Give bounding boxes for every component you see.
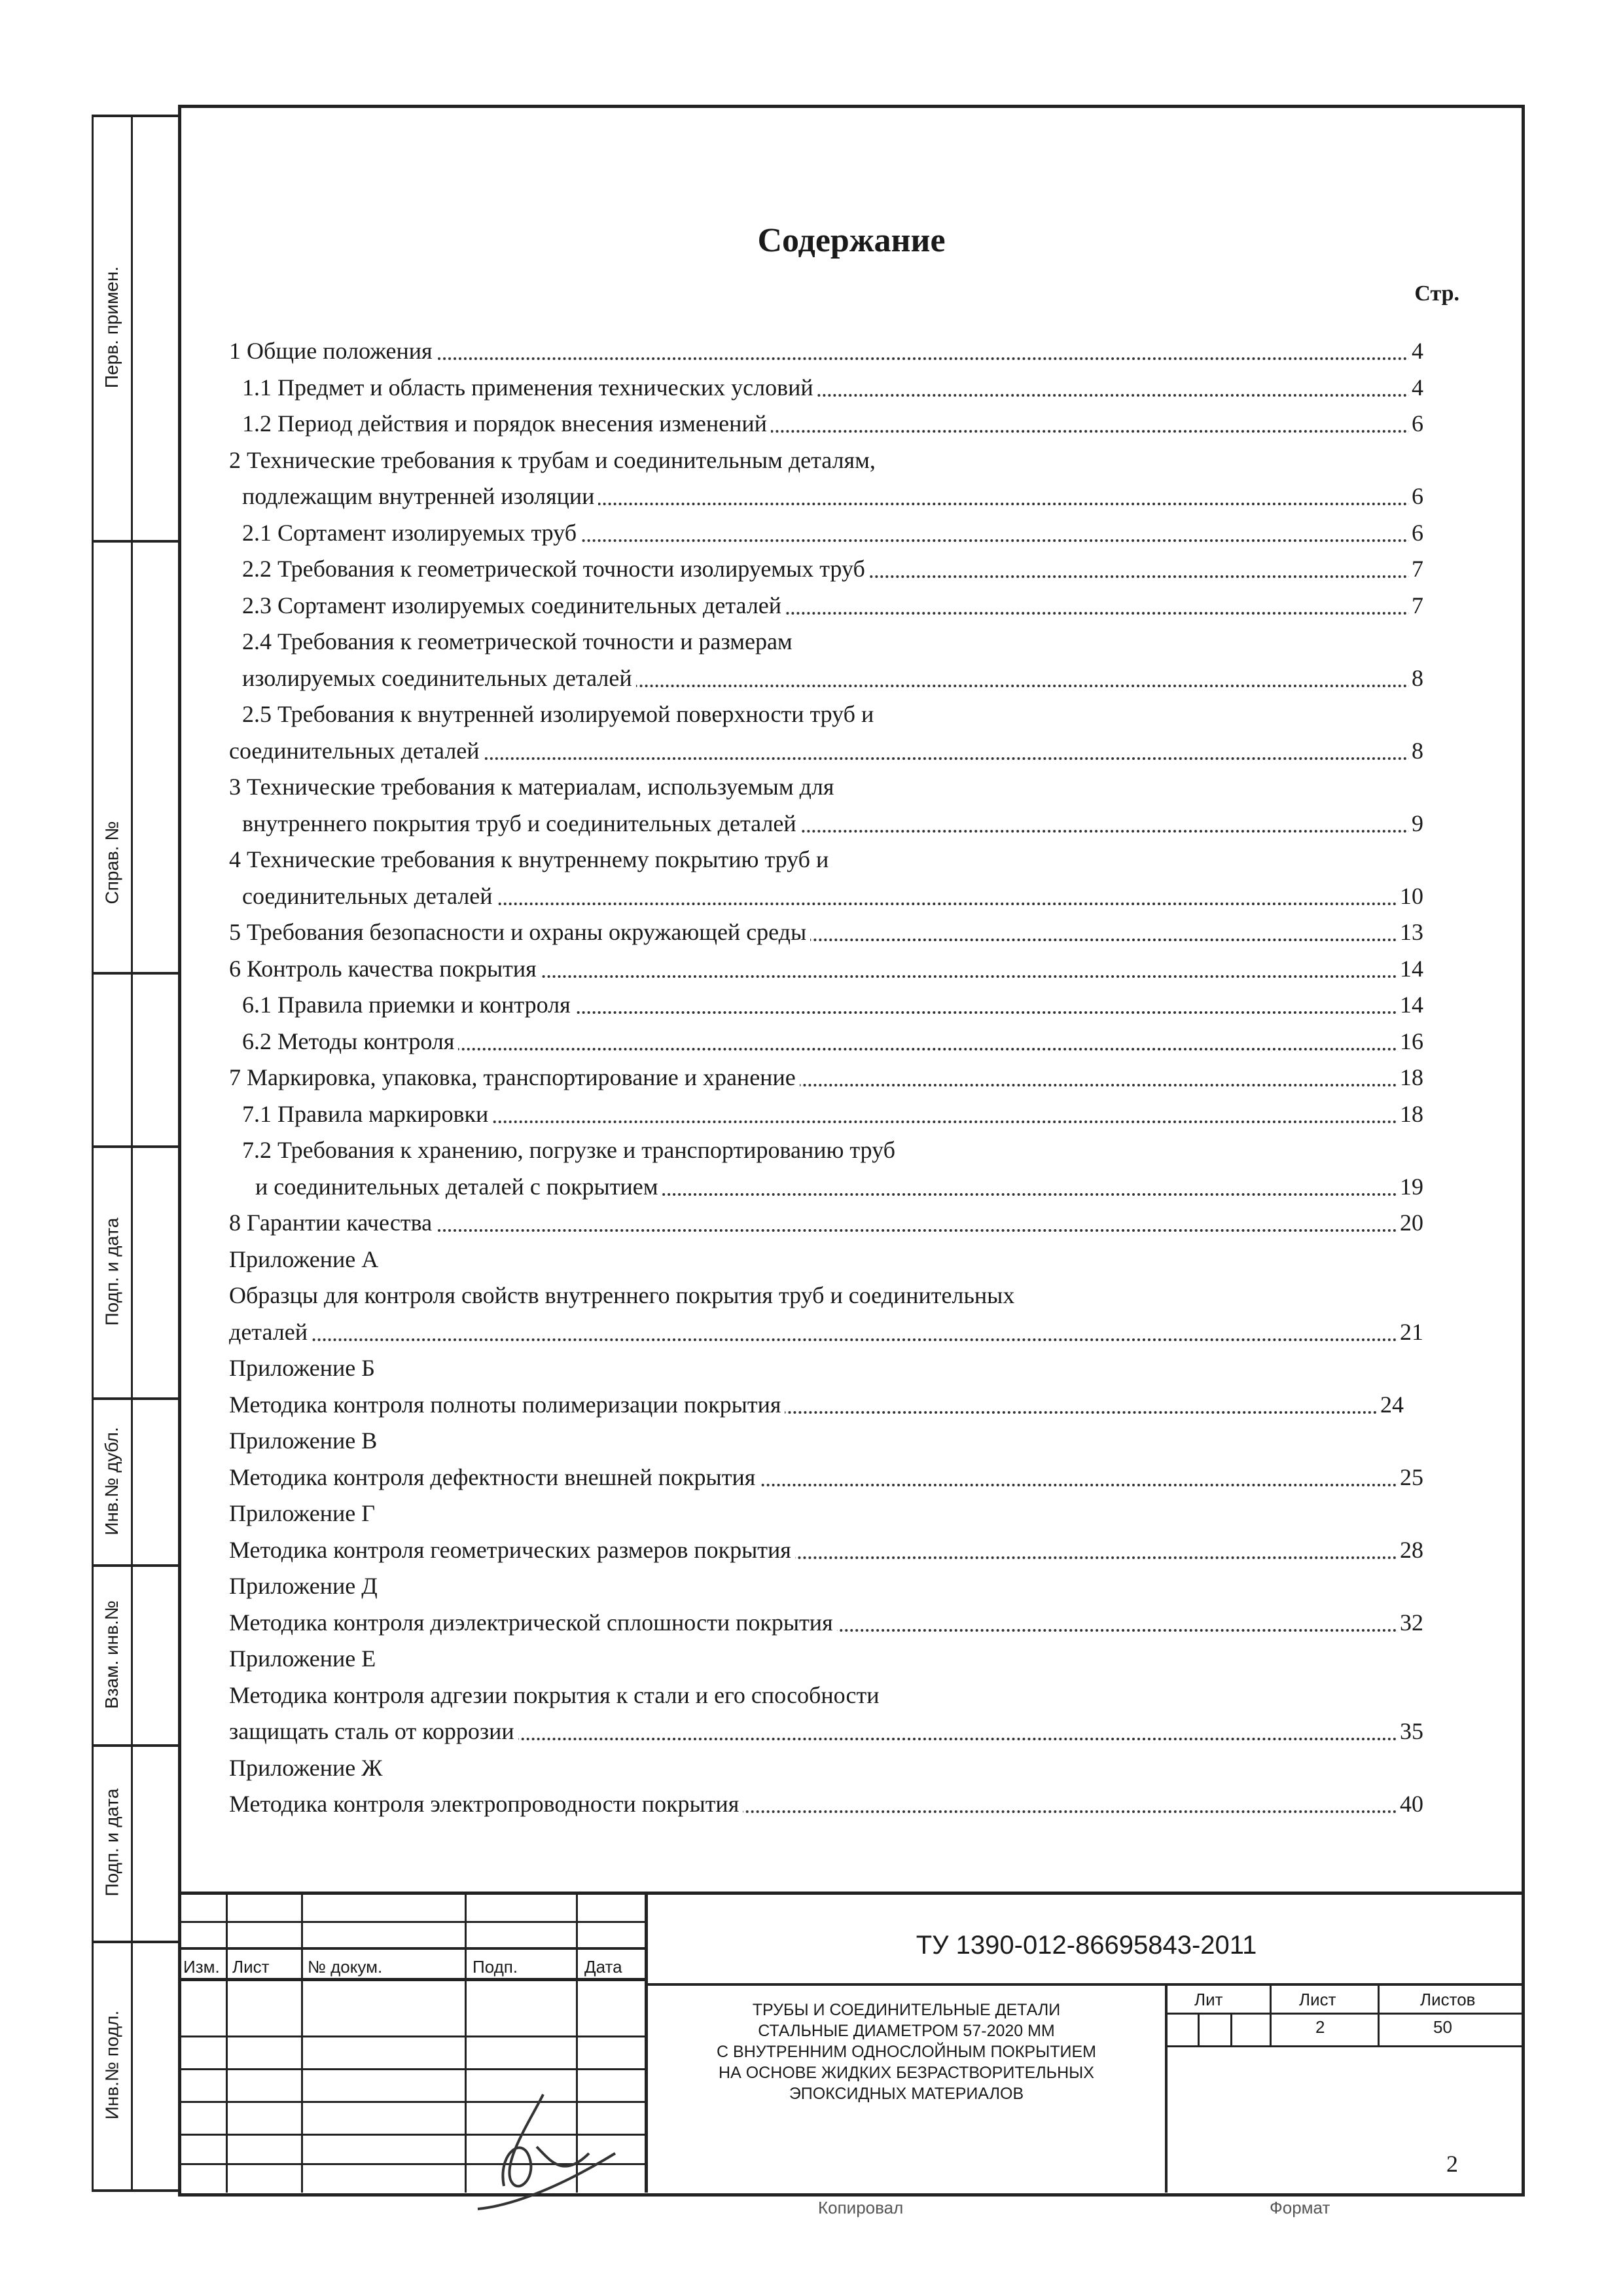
toc-entry — [229, 734, 1423, 768]
stamp-col-line — [1378, 1983, 1380, 2045]
stamp-sheets-label: Листов — [1420, 1990, 1476, 2009]
stamp-col-line — [1270, 1983, 1272, 2045]
page-number: 2 — [1446, 2151, 1458, 2177]
toc-entry-text: 7.2 Требования к хранению, погрузке и транспортированию труб — [242, 1137, 895, 1163]
stamp-row-line — [180, 2036, 645, 2037]
stamp-sheet-label: Лист — [1299, 1990, 1336, 2009]
toc-entry — [242, 1097, 1423, 1131]
document-name-line: ТРУБЫ И СОЕДИНИТЕЛЬНЫЕ ДЕТАЛИ — [752, 2001, 1061, 2019]
document-name-line: СТАЛЬНЫЕ ДИАМЕТРОМ 57-2020 ММ — [758, 2022, 1055, 2040]
stamp-col-list: Лист — [232, 1957, 270, 1977]
page-title: Содержание — [757, 222, 946, 259]
toc-entry — [242, 406, 1423, 440]
signature — [458, 2081, 628, 2212]
toc-entry — [242, 370, 1423, 404]
toc-entry-page: 18 — [1397, 1097, 1423, 1131]
side-label: Подп. и дата — [101, 1788, 122, 1897]
toc-entry-text: 6.1 Правила приемки и контроля — [242, 988, 575, 1022]
document-name — [648, 2000, 1165, 2104]
toc-entry-page: 14 — [1397, 952, 1423, 986]
document-code: ТУ 1390-012-86695843-2011 — [916, 1931, 1257, 1960]
side-label: Инв.№ подл. — [101, 2010, 122, 2120]
toc-entry-text: 6 Контроль качества покрытия — [229, 952, 541, 986]
strip-divider — [92, 2189, 180, 2192]
toc-entry-page: 10 — [1397, 879, 1423, 913]
toc-entry — [229, 1714, 1423, 1748]
toc-entry-page: 4 — [1409, 370, 1423, 404]
toc-entry-text: 2.5 Требования к внутренней изолируемой поверхности труб и — [242, 701, 874, 727]
toc-entry-text: Приложение А — [229, 1246, 379, 1272]
toc-entry — [229, 1315, 1423, 1349]
stamp-col-line — [1198, 2013, 1200, 2045]
stamp-row-line — [1165, 2013, 1522, 2015]
side-label: Подп. и дата — [101, 1217, 122, 1325]
stamp-sheets-value: 50 — [1433, 2017, 1452, 2037]
format-label: Формат — [1270, 2198, 1330, 2217]
toc-entry-page: 35 — [1397, 1714, 1423, 1748]
toc-entry-text: 1 Общие положения — [229, 334, 437, 368]
strip-divider — [92, 972, 180, 975]
toc-entry-page: 40 — [1397, 1787, 1423, 1821]
toc-entry-text: и соединительных деталей с покрытием — [255, 1170, 662, 1204]
toc-entry-text: подлежащим внутренней изоляции — [242, 479, 598, 513]
toc-entry-text: Приложение Ж — [229, 1755, 383, 1781]
toc-entry — [242, 516, 1423, 550]
toc-entry — [229, 1206, 1423, 1240]
toc-entry-page: 6 — [1409, 406, 1423, 440]
toc-entry-page: 7 — [1409, 552, 1423, 586]
toc-entry — [242, 661, 1423, 695]
stamp-row-line — [1165, 2045, 1522, 2047]
toc-entry-text: 5 Требования безопасности и охраны окружающей среды — [229, 915, 810, 949]
toc-entry — [242, 806, 1423, 840]
toc-entry-page: 6 — [1409, 479, 1423, 513]
side-label: Взам. инв.№ — [101, 1600, 122, 1709]
toc-entry-text: Методика контроля дефектности внешней покрытия — [229, 1460, 759, 1494]
toc-entry-page: 25 — [1397, 1460, 1423, 1494]
side-label: Справ. № — [101, 821, 122, 904]
toc-entry — [242, 988, 1423, 1022]
toc-entry-text: Приложение Д — [229, 1573, 378, 1599]
toc-entry-text: соединительных деталей — [242, 879, 497, 913]
stamp-col-data: Дата — [584, 1957, 622, 1977]
page-column-label: Стр. — [1414, 281, 1459, 306]
toc-entry-text: Методика контроля электропроводности покрытия — [229, 1787, 743, 1821]
document-name-line: НА ОСНОВЕ ЖИДКИХ БЕЗРАСТВОРИТЕЛЬНЫХ — [719, 2064, 1094, 2082]
toc-entry-page: 6 — [1409, 516, 1423, 550]
toc-entry — [255, 1170, 1423, 1204]
toc-entry-page: 16 — [1397, 1024, 1423, 1058]
toc-entry-text: Методика контроля полноты полимеризации покрытия — [229, 1388, 785, 1422]
toc-entry — [242, 588, 1423, 622]
toc-entry-text: соединительных деталей — [229, 734, 484, 768]
toc-entry-page: 9 — [1409, 806, 1423, 840]
toc-entry — [229, 1787, 1423, 1821]
toc-entry-text: Образцы для контроля свойств внутреннего покрытия труб и соединительных — [229, 1282, 1015, 1308]
toc-entry — [242, 479, 1423, 513]
toc-entry-text: внутреннего покрытия труб и соединительных деталей — [242, 806, 800, 840]
toc-entry-page: 18 — [1397, 1060, 1423, 1094]
toc-entry — [242, 552, 1423, 586]
toc-entry-page: 32 — [1397, 1605, 1423, 1640]
stamp-col-line — [1230, 2013, 1232, 2045]
toc-entry — [229, 1460, 1423, 1494]
toc-entry-page: 24 — [1378, 1388, 1404, 1422]
document-name-line: ЭПОКСИДНЫХ МАТЕРИАЛОВ — [789, 2085, 1024, 2103]
stamp-col-line — [301, 1892, 303, 2193]
toc-entry-page: 19 — [1397, 1170, 1423, 1204]
toc-entry-page: 8 — [1409, 734, 1423, 768]
stamp-row-line — [180, 1921, 645, 1923]
toc-entry-text: деталей — [229, 1315, 312, 1349]
stamp-col-docnum: № докум. — [308, 1957, 383, 1977]
stamp-divider — [1165, 1983, 1168, 2193]
stamp-row-line — [180, 1978, 645, 1981]
toc-entry-page: 13 — [1397, 915, 1423, 949]
toc-entry-text: 4 Технические требования к внутреннему покрытию труб и — [229, 846, 829, 872]
toc-entry-text: Методика контроля адгезии покрытия к стали и его способности — [229, 1682, 880, 1708]
stamp-top-line — [180, 1892, 1522, 1895]
toc-entry — [229, 1533, 1423, 1567]
toc-entry — [242, 1024, 1423, 1058]
toc-entry-text: изолируемых соединительных деталей — [242, 661, 636, 695]
toc-entry-text: 7 Маркировка, упаковка, транспортирование и хранение — [229, 1060, 800, 1094]
toc-entry-text: Методика контроля геометрических размеров покрытия — [229, 1533, 795, 1567]
toc-entry-text: 1.2 Период действия и порядок внесения изменений — [242, 406, 771, 440]
toc-entry — [229, 1060, 1423, 1094]
toc-entry-text: 2 Технические требования к трубам и соединительным деталям, — [229, 447, 876, 473]
toc-entry-text: Методика контроля диэлектрической сплошности покрытия — [229, 1605, 837, 1640]
toc-entry-text: 6.2 Методы контроля — [242, 1024, 458, 1058]
side-label: Инв.№ дубл. — [101, 1426, 122, 1535]
stamp-col-line — [226, 1892, 228, 2193]
copied-label: Копировал — [818, 2198, 904, 2217]
toc-entry-page: 20 — [1397, 1206, 1423, 1240]
document-name-line: С ВНУТРЕННИМ ОДНОСЛОЙНЫМ ПОКРЫТИЕМ — [717, 2043, 1096, 2061]
toc-entry — [229, 952, 1423, 986]
stamp-row-line — [180, 2068, 645, 2070]
toc-entry-text: 2.4 Требования к геометрической точности и размерам — [242, 628, 793, 655]
toc-entry — [242, 879, 1423, 913]
toc-leader-dots — [229, 1338, 1423, 1341]
toc-entry-text: Приложение Г — [229, 1500, 376, 1526]
strip-divider — [92, 540, 180, 543]
toc-entry — [229, 334, 1423, 368]
toc-entry-page: 28 — [1397, 1533, 1423, 1567]
toc-entry-text: Приложение Е — [229, 1645, 376, 1672]
toc-entry-page: 4 — [1409, 334, 1423, 368]
toc-entry-text: защищать сталь от коррозии — [229, 1714, 518, 1748]
side-label: Перв. примен. — [101, 266, 122, 389]
stamp-divider — [648, 1983, 1525, 1986]
toc-entry-text: 2.2 Требования к геометрической точности изолируемых труб — [242, 552, 869, 586]
toc-entry-text: 8 Гарантии качества — [229, 1206, 436, 1240]
toc-entry-text: 2.1 Сортамент изолируемых труб — [242, 516, 580, 550]
toc-entry-text: 7.1 Правила маркировки — [242, 1097, 492, 1131]
stamp-sheet-value: 2 — [1315, 2017, 1325, 2037]
toc-entry-text: Приложение Б — [229, 1355, 375, 1381]
toc-entry — [229, 1388, 1404, 1422]
toc-entry-text: 3 Технические требования к материалам, используемым для — [229, 774, 834, 800]
stamp-lit-label: Лит — [1194, 1990, 1223, 2009]
toc-entry-page: 7 — [1409, 588, 1423, 622]
stamp-col-izm: Изм. — [183, 1957, 220, 1977]
toc-entry-text: 2.3 Сортамент изолируемых соединительных деталей — [242, 588, 785, 622]
toc-entry-page: 14 — [1397, 988, 1423, 1022]
toc-entry — [229, 1605, 1423, 1640]
toc-entry — [229, 915, 1423, 949]
toc-entry-text: Приложение В — [229, 1427, 378, 1454]
stamp-row-line — [180, 1947, 645, 1950]
toc-entry-text: 1.1 Предмет и область применения технических условий — [242, 370, 817, 404]
toc-entry-page: 21 — [1397, 1315, 1423, 1349]
stamp-col-podp: Подп. — [473, 1957, 518, 1977]
toc-entry-page: 8 — [1409, 661, 1423, 695]
